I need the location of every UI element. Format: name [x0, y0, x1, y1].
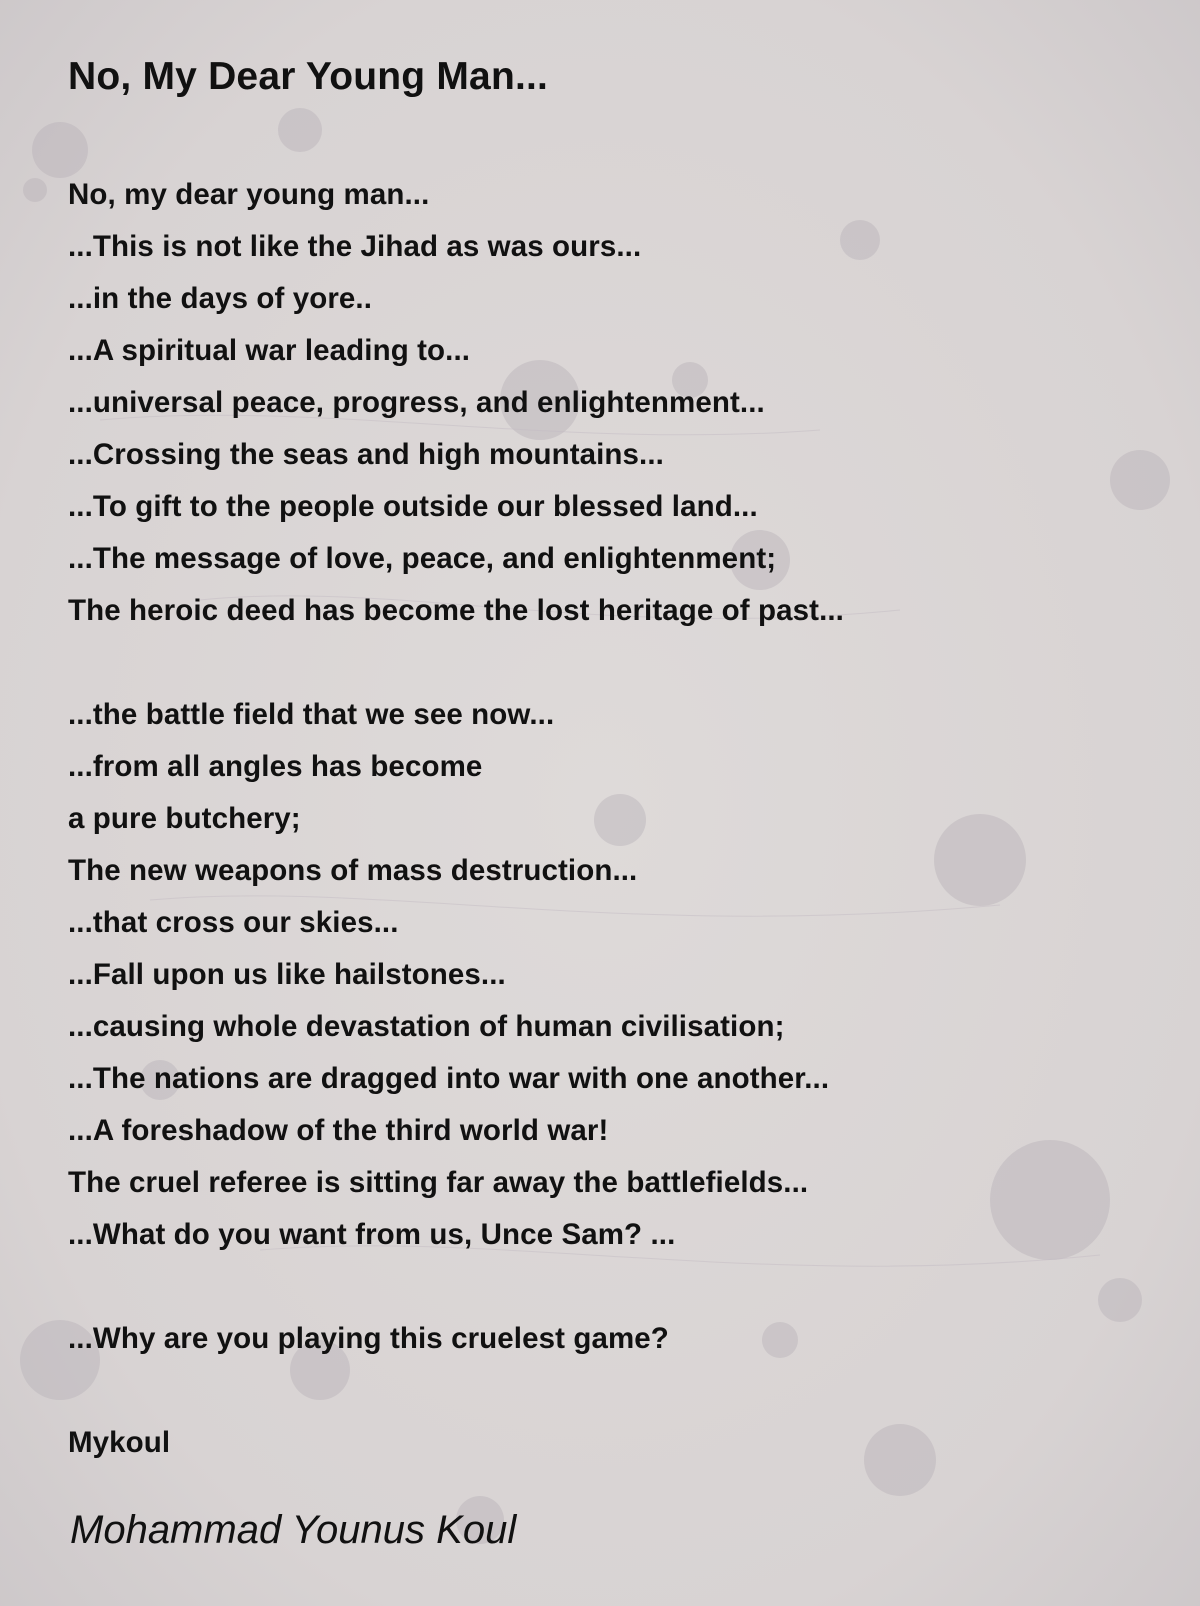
poem-line: The cruel referee is sitting far away the battlefields...	[68, 1166, 809, 1199]
poem-line: a pure butchery;	[68, 802, 301, 835]
poem-line: ...The message of love, peace, and enlightenment;	[68, 542, 777, 575]
poem-line: ...from all angles has become	[68, 750, 483, 783]
poem-line: The heroic deed has become the lost heritage of past...	[68, 594, 844, 627]
poem-author: Mohammad Younus Koul	[70, 1508, 517, 1552]
poem-line: ...that cross our skies...	[68, 906, 399, 939]
poem-line: ...A foreshadow of the third world war!	[68, 1114, 609, 1147]
stanza	[68, 1313, 1158, 1365]
poem-line: ...The nations are dragged into war with one another...	[68, 1062, 830, 1095]
stanza	[68, 1417, 1158, 1469]
stanza	[68, 689, 1158, 1261]
poem-page	[68, 52, 1158, 1469]
poem-line: ...This is not like the Jihad as was ours...	[68, 230, 642, 263]
poem-title: No, My Dear Young Man...	[68, 55, 549, 98]
poem-line: The new weapons of mass destruction...	[68, 854, 638, 887]
poem-line: ...To gift to the people outside our blessed land...	[68, 490, 758, 523]
poem-line: ...Why are you playing this cruelest game?	[68, 1322, 669, 1355]
poem-body	[68, 169, 1158, 1469]
poem-line: ...Fall upon us like hailstones...	[68, 958, 506, 991]
poem-line: ...the battle field that we see now...	[68, 698, 555, 731]
poem-line: ...What do you want from us, Unce Sam? ...	[68, 1218, 676, 1251]
poem-line: ...universal peace, progress, and enlightenment...	[68, 386, 765, 419]
poem-signoff: Mykoul	[68, 1426, 171, 1459]
poem-line: ...in the days of yore..	[68, 282, 373, 315]
stanza-break	[68, 637, 1158, 689]
stanza-break	[68, 1365, 1158, 1417]
stanza	[68, 169, 1158, 637]
poem-line: ...causing whole devastation of human civilisation;	[68, 1010, 785, 1043]
poem-line: No, my dear young man...	[68, 178, 430, 211]
poem-line: ...Crossing the seas and high mountains...	[68, 438, 664, 471]
stanza-break	[68, 1261, 1158, 1313]
poem-line: ...A spiritual war leading to...	[68, 334, 471, 367]
